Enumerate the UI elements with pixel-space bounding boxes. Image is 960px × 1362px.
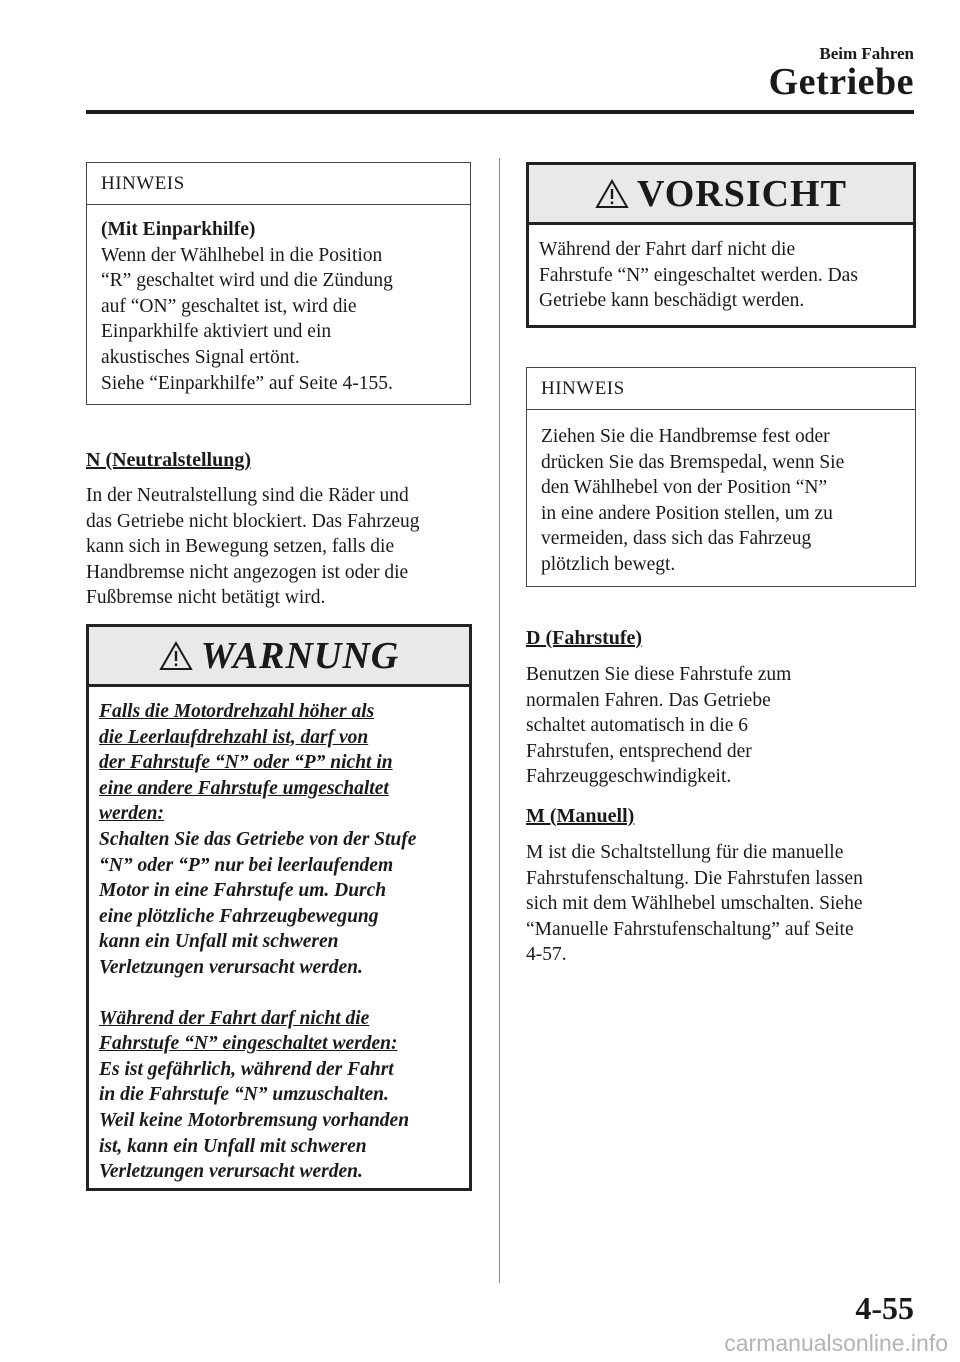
hinweis-line: Einparkhilfe aktiviert und ein bbox=[101, 321, 332, 343]
caution-header bbox=[529, 165, 913, 225]
warning-triangle-icon bbox=[159, 641, 193, 671]
hinweis-line: drücken Sie das Bremspedal, wenn Sie bbox=[541, 451, 845, 473]
watermark: carmanualsonline.info bbox=[724, 1330, 948, 1356]
warning-line: der Fahrstufe “N” oder “P” nicht in bbox=[99, 752, 393, 774]
hinweis-label: HINWEIS bbox=[87, 163, 470, 205]
caution-box bbox=[526, 162, 916, 328]
warning-line: Verletzungen verursacht werden. bbox=[99, 1161, 363, 1183]
caution-line: Während der Fahrt darf nicht die bbox=[539, 239, 796, 260]
text-line: 4-57. bbox=[526, 944, 567, 966]
paragraph-neutral bbox=[86, 483, 486, 611]
hinweis-line: Siehe “Einparkhilfe” auf Seite 4-155. bbox=[101, 372, 393, 394]
caution-line: Getriebe kann beschädigt werden. bbox=[539, 290, 805, 312]
hinweis-line: in eine andere Position stellen, um zu bbox=[541, 502, 833, 524]
section-heading-neutral: N (Neutralstellung) bbox=[86, 449, 251, 471]
text-line: kann sich in Bewegung setzen, falls die bbox=[86, 536, 395, 558]
text-line: sich mit dem Wählhebel umschalten. Siehe bbox=[526, 893, 863, 915]
text-line: normalen Fahren. Das Getriebe bbox=[526, 689, 771, 711]
text-line: das Getriebe nicht blockiert. Das Fahrzeug bbox=[86, 510, 420, 532]
warning-line: Verletzungen verursacht werden. bbox=[99, 956, 363, 978]
section-heading-drive: D (Fahrstufe) bbox=[526, 627, 643, 649]
header-rule bbox=[86, 110, 914, 114]
text-line: Fußbremse nicht betätigt wird. bbox=[86, 587, 326, 609]
text-line: schaltet automatisch in die 6 bbox=[526, 715, 749, 737]
column-divider bbox=[499, 158, 500, 1283]
warning-line: Es ist gefährlich, während der Fahrt bbox=[99, 1058, 394, 1080]
warning-title: WARNUNG bbox=[200, 634, 400, 677]
paragraph-manual bbox=[526, 840, 926, 968]
warning-line: eine andere Fahrstufe umgeschaltet bbox=[99, 777, 389, 799]
text-line: M ist die Schaltstellung für die manuelle bbox=[526, 842, 844, 863]
hinweis-line: auf “ON” geschaltet ist, wird die bbox=[101, 295, 357, 317]
hinweis-line: plötzlich bewegt. bbox=[541, 553, 676, 575]
hinweis-label: HINWEIS bbox=[527, 368, 915, 410]
hinweis-body bbox=[527, 410, 915, 588]
hinweis-line: vermeiden, dass sich das Fahrzeug bbox=[541, 528, 812, 550]
caution-title: VORSICHT bbox=[637, 172, 847, 215]
text-line: Fahrstufen, entsprechend der bbox=[526, 740, 752, 762]
hinweis-box-handbrake bbox=[526, 367, 916, 587]
warning-line: in die Fahrstufe “N” umzuschalten. bbox=[99, 1084, 389, 1106]
text-line: Fahrstufenschaltung. Die Fahrstufen lassen bbox=[526, 867, 863, 889]
warning-line: Fahrstufe “N” eingeschaltet werden: bbox=[99, 1033, 398, 1055]
warning-line: kann ein Unfall mit schweren bbox=[99, 931, 339, 953]
warning-header bbox=[89, 627, 469, 687]
page-number: 4-55 bbox=[855, 1290, 914, 1326]
caution-body bbox=[529, 225, 913, 326]
hinweis-line: den Wählhebel von der Position “N” bbox=[541, 477, 828, 499]
hinweis-line: “R” geschaltet wird und die Zündung bbox=[101, 270, 393, 292]
hinweis-body bbox=[87, 205, 470, 406]
section-name: Beim Fahren bbox=[819, 44, 914, 63]
hinweis-box-parking-aid bbox=[86, 162, 471, 405]
warning-line: eine plötzliche Fahrzeugbewegung bbox=[99, 905, 379, 927]
warning-body bbox=[89, 687, 469, 1197]
hinweis-line: Ziehen Sie die Handbremse fest oder bbox=[541, 426, 830, 447]
paragraph-gap bbox=[99, 981, 459, 1006]
warning-line: Während der Fahrt darf nicht die bbox=[99, 1007, 370, 1029]
paragraph-drive bbox=[526, 662, 926, 790]
warning-line: die Leerlaufdrehzahl ist, darf von bbox=[99, 726, 369, 748]
warning-line: Motor in eine Fahrstufe um. Durch bbox=[99, 880, 387, 902]
caution-line: Fahrstufe “N” eingeschaltet werden. Das bbox=[539, 264, 858, 286]
warning-line: Falls die Motordrehzahl höher als bbox=[99, 701, 375, 722]
warning-triangle-icon bbox=[595, 179, 629, 209]
text-line: Fahrzeuggeschwindigkeit. bbox=[526, 766, 732, 788]
text-line: Benutzen Sie diese Fahrstufe zum bbox=[526, 664, 792, 685]
page-title: Getriebe bbox=[768, 61, 914, 103]
warning-line: ist, kann ein Unfall mit schweren bbox=[99, 1135, 367, 1157]
text-line: In der Neutralstellung sind die Räder und bbox=[86, 485, 409, 506]
text-line: “Manuelle Fahrstufenschaltung” auf Seite bbox=[526, 918, 854, 940]
warning-box bbox=[86, 624, 472, 1191]
section-heading-manual: M (Manuell) bbox=[526, 805, 635, 827]
warning-line: “N” oder “P” nur bei leerlaufendem bbox=[99, 854, 394, 876]
warning-line: Weil keine Motorbremsung vorhanden bbox=[99, 1109, 410, 1131]
hinweis-line: Wenn der Wählhebel in die Position bbox=[101, 244, 383, 266]
hinweis-line: akustisches Signal ertönt. bbox=[101, 346, 300, 368]
warning-line: Schalten Sie das Getriebe von der Stufe bbox=[99, 828, 417, 850]
text-line: Handbremse nicht angezogen ist oder die bbox=[86, 561, 409, 583]
hinweis-subtitle: (Mit Einparkhilfe) bbox=[101, 219, 256, 240]
warning-line: werden: bbox=[99, 803, 164, 825]
